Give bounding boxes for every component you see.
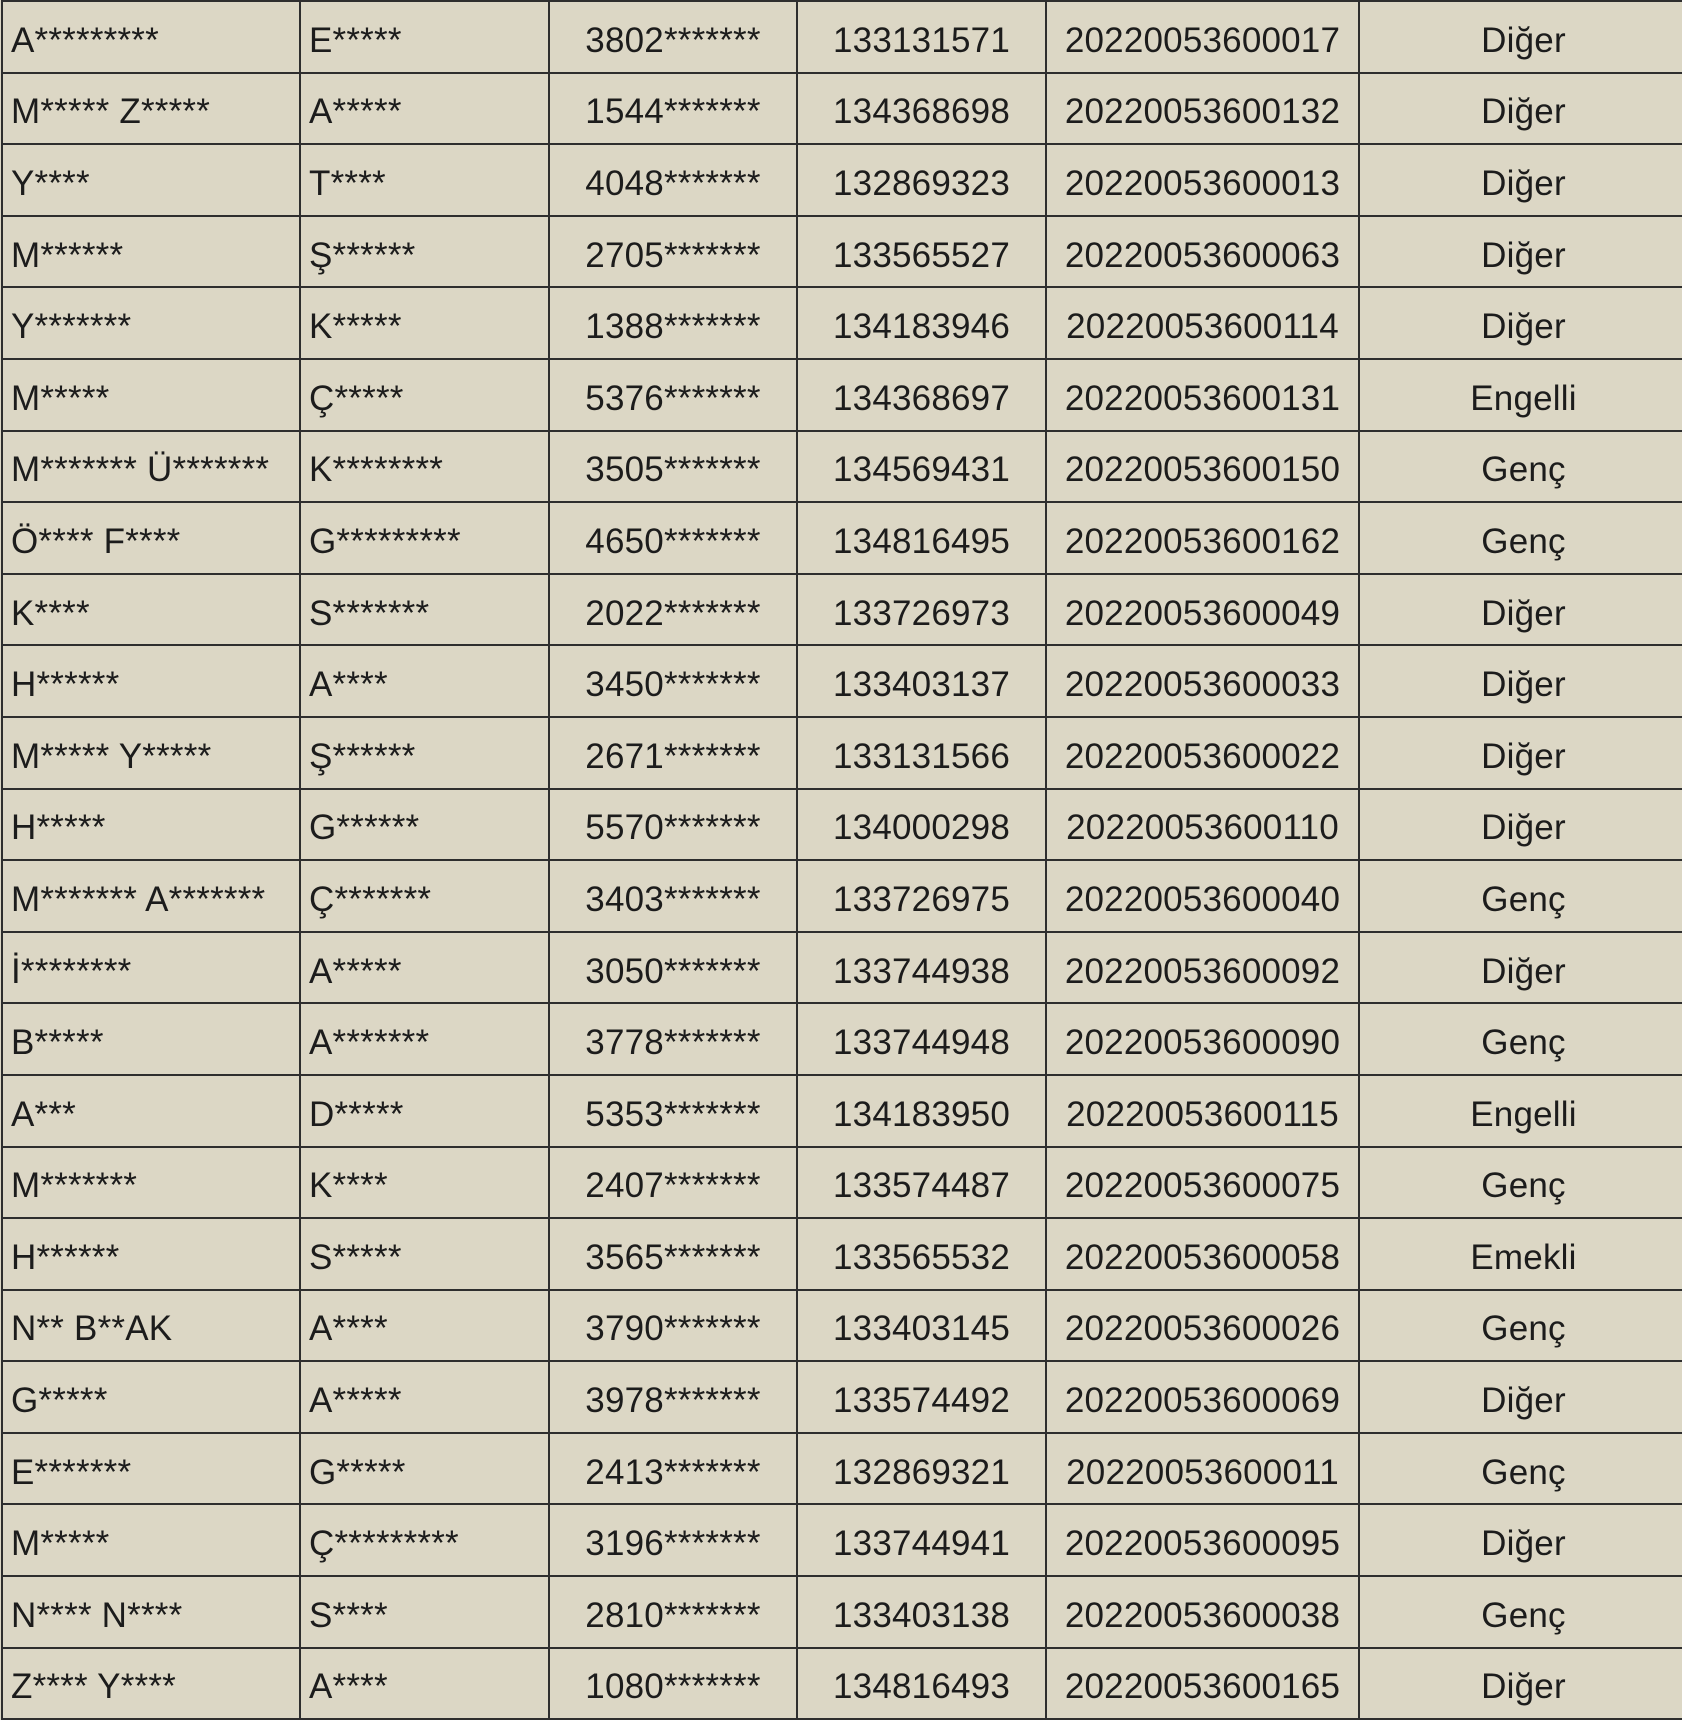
category-cell: Diğer <box>1359 216 1682 288</box>
category-cell: Genç <box>1359 1290 1682 1362</box>
application-number-cell: 20220053600013 <box>1046 144 1359 216</box>
id-number-cell: 3403******* <box>549 860 797 932</box>
id-number-cell: 3505******* <box>549 431 797 503</box>
table-row <box>2 1218 1682 1290</box>
name-cell: H****** <box>2 1218 300 1290</box>
name-cell: H****** <box>2 645 300 717</box>
surname-cell: E***** <box>300 1 549 73</box>
record-number-cell: 134183950 <box>797 1075 1046 1147</box>
id-number-cell: 3802******* <box>549 1 797 73</box>
name-cell: N**** N**** <box>2 1576 300 1648</box>
surname-cell: S***** <box>300 1218 549 1290</box>
table-body <box>2 1 1682 1719</box>
table-row <box>2 359 1682 431</box>
name-cell: N** B**AK <box>2 1290 300 1362</box>
surname-cell: S**** <box>300 1576 549 1648</box>
name-cell: G***** <box>2 1361 300 1433</box>
name-cell: İ******** <box>2 932 300 1004</box>
record-number-cell: 133726973 <box>797 574 1046 646</box>
id-number-cell: 3196******* <box>549 1504 797 1576</box>
record-number-cell: 133131571 <box>797 1 1046 73</box>
application-number-cell: 20220053600165 <box>1046 1648 1359 1720</box>
surname-cell: Ç***** <box>300 359 549 431</box>
category-cell: Genç <box>1359 502 1682 574</box>
table-row <box>2 502 1682 574</box>
application-number-cell: 20220053600114 <box>1046 287 1359 359</box>
application-number-cell: 20220053600090 <box>1046 1003 1359 1075</box>
surname-cell: D***** <box>300 1075 549 1147</box>
name-cell: B***** <box>2 1003 300 1075</box>
table-row <box>2 645 1682 717</box>
id-number-cell: 3790******* <box>549 1290 797 1362</box>
table-row <box>2 932 1682 1004</box>
name-cell: Z**** Y**** <box>2 1648 300 1720</box>
record-number-cell: 133574492 <box>797 1361 1046 1433</box>
record-number-cell: 134368698 <box>797 73 1046 145</box>
surname-cell: K**** <box>300 1147 549 1219</box>
id-number-cell: 2705******* <box>549 216 797 288</box>
id-number-cell: 2671******* <box>549 717 797 789</box>
table-row <box>2 73 1682 145</box>
application-number-cell: 20220053600150 <box>1046 431 1359 503</box>
category-cell: Diğer <box>1359 1648 1682 1720</box>
category-cell: Diğer <box>1359 789 1682 861</box>
record-number-cell: 133744941 <box>797 1504 1046 1576</box>
category-cell: Diğer <box>1359 574 1682 646</box>
record-number-cell: 133744948 <box>797 1003 1046 1075</box>
table-row <box>2 431 1682 503</box>
surname-cell: A***** <box>300 73 549 145</box>
category-cell: Diğer <box>1359 717 1682 789</box>
application-number-cell: 20220053600038 <box>1046 1576 1359 1648</box>
id-number-cell: 4048******* <box>549 144 797 216</box>
name-cell: Y******* <box>2 287 300 359</box>
name-cell: M******* <box>2 1147 300 1219</box>
record-number-cell: 133726975 <box>797 860 1046 932</box>
table-row <box>2 144 1682 216</box>
record-number-cell: 134569431 <box>797 431 1046 503</box>
record-number-cell: 133131566 <box>797 717 1046 789</box>
application-number-cell: 20220053600049 <box>1046 574 1359 646</box>
application-number-cell: 20220053600115 <box>1046 1075 1359 1147</box>
category-cell: Engelli <box>1359 359 1682 431</box>
table-row <box>2 216 1682 288</box>
name-cell: A*** <box>2 1075 300 1147</box>
name-cell: A********* <box>2 1 300 73</box>
name-cell: Ö**** F**** <box>2 502 300 574</box>
table-row <box>2 287 1682 359</box>
id-number-cell: 4650******* <box>549 502 797 574</box>
name-cell: Y**** <box>2 144 300 216</box>
table-row <box>2 1648 1682 1720</box>
application-number-cell: 20220053600033 <box>1046 645 1359 717</box>
application-number-cell: 20220053600026 <box>1046 1290 1359 1362</box>
application-number-cell: 20220053600162 <box>1046 502 1359 574</box>
id-number-cell: 2810******* <box>549 1576 797 1648</box>
id-number-cell: 5570******* <box>549 789 797 861</box>
table-row <box>2 574 1682 646</box>
record-number-cell: 133565527 <box>797 216 1046 288</box>
table-row <box>2 1433 1682 1505</box>
application-number-cell: 20220053600092 <box>1046 932 1359 1004</box>
table-row <box>2 717 1682 789</box>
category-cell: Diğer <box>1359 287 1682 359</box>
name-cell: H***** <box>2 789 300 861</box>
category-cell: Diğer <box>1359 645 1682 717</box>
record-number-cell: 133565532 <box>797 1218 1046 1290</box>
table-row <box>2 1361 1682 1433</box>
application-number-cell: 20220053600131 <box>1046 359 1359 431</box>
id-number-cell: 3978******* <box>549 1361 797 1433</box>
id-number-cell: 2407******* <box>549 1147 797 1219</box>
table-row <box>2 1147 1682 1219</box>
category-cell: Engelli <box>1359 1075 1682 1147</box>
name-cell: M***** Y***** <box>2 717 300 789</box>
surname-cell: Ş****** <box>300 717 549 789</box>
table-row <box>2 789 1682 861</box>
beneficiary-table <box>1 0 1682 1720</box>
record-number-cell: 132869321 <box>797 1433 1046 1505</box>
id-number-cell: 3450******* <box>549 645 797 717</box>
surname-cell: K***** <box>300 287 549 359</box>
record-number-cell: 132869323 <box>797 144 1046 216</box>
category-cell: Genç <box>1359 1576 1682 1648</box>
name-cell: M***** <box>2 1504 300 1576</box>
application-number-cell: 20220053600132 <box>1046 73 1359 145</box>
name-cell: M***** Z***** <box>2 73 300 145</box>
application-number-cell: 20220053600075 <box>1046 1147 1359 1219</box>
application-number-cell: 20220053600011 <box>1046 1433 1359 1505</box>
record-number-cell: 134000298 <box>797 789 1046 861</box>
category-cell: Genç <box>1359 1433 1682 1505</box>
record-number-cell: 133403138 <box>797 1576 1046 1648</box>
record-number-cell: 133574487 <box>797 1147 1046 1219</box>
table-row <box>2 1290 1682 1362</box>
surname-cell: A**** <box>300 1290 549 1362</box>
surname-cell: A***** <box>300 932 549 1004</box>
category-cell: Genç <box>1359 860 1682 932</box>
record-number-cell: 134816493 <box>797 1648 1046 1720</box>
name-cell: M***** <box>2 359 300 431</box>
id-number-cell: 3565******* <box>549 1218 797 1290</box>
table-row <box>2 1 1682 73</box>
category-cell: Diğer <box>1359 932 1682 1004</box>
category-cell: Genç <box>1359 1003 1682 1075</box>
table-row <box>2 1075 1682 1147</box>
id-number-cell: 1388******* <box>549 287 797 359</box>
category-cell: Genç <box>1359 431 1682 503</box>
table-row <box>2 1576 1682 1648</box>
application-number-cell: 20220053600040 <box>1046 860 1359 932</box>
surname-cell: A***** <box>300 1361 549 1433</box>
category-cell: Diğer <box>1359 1361 1682 1433</box>
surname-cell: G********* <box>300 502 549 574</box>
application-number-cell: 20220053600069 <box>1046 1361 1359 1433</box>
application-number-cell: 20220053600110 <box>1046 789 1359 861</box>
surname-cell: A**** <box>300 1648 549 1720</box>
surname-cell: Ş****** <box>300 216 549 288</box>
surname-cell: K******** <box>300 431 549 503</box>
category-cell: Emekli <box>1359 1218 1682 1290</box>
surname-cell: Ç********* <box>300 1504 549 1576</box>
surname-cell: A******* <box>300 1003 549 1075</box>
name-cell: M******* A******* <box>2 860 300 932</box>
name-cell: M******* Ü******* <box>2 431 300 503</box>
surname-cell: G***** <box>300 1433 549 1505</box>
name-cell: K**** <box>2 574 300 646</box>
record-number-cell: 134816495 <box>797 502 1046 574</box>
application-number-cell: 20220053600058 <box>1046 1218 1359 1290</box>
record-number-cell: 133403137 <box>797 645 1046 717</box>
category-cell: Genç <box>1359 1147 1682 1219</box>
id-number-cell: 1544******* <box>549 73 797 145</box>
table-row <box>2 1504 1682 1576</box>
name-cell: E******* <box>2 1433 300 1505</box>
application-number-cell: 20220053600063 <box>1046 216 1359 288</box>
surname-cell: Ç******* <box>300 860 549 932</box>
table-row <box>2 860 1682 932</box>
application-number-cell: 20220053600095 <box>1046 1504 1359 1576</box>
record-number-cell: 133403145 <box>797 1290 1046 1362</box>
surname-cell: T**** <box>300 144 549 216</box>
id-number-cell: 5353******* <box>549 1075 797 1147</box>
id-number-cell: 5376******* <box>549 359 797 431</box>
id-number-cell: 3778******* <box>549 1003 797 1075</box>
id-number-cell: 2413******* <box>549 1433 797 1505</box>
surname-cell: A**** <box>300 645 549 717</box>
category-cell: Diğer <box>1359 1504 1682 1576</box>
surname-cell: G****** <box>300 789 549 861</box>
category-cell: Diğer <box>1359 1 1682 73</box>
category-cell: Diğer <box>1359 144 1682 216</box>
record-number-cell: 134183946 <box>797 287 1046 359</box>
table-row <box>2 1003 1682 1075</box>
record-number-cell: 133744938 <box>797 932 1046 1004</box>
surname-cell: S******* <box>300 574 549 646</box>
id-number-cell: 3050******* <box>549 932 797 1004</box>
record-number-cell: 134368697 <box>797 359 1046 431</box>
application-number-cell: 20220053600022 <box>1046 717 1359 789</box>
id-number-cell: 2022******* <box>549 574 797 646</box>
id-number-cell: 1080******* <box>549 1648 797 1720</box>
category-cell: Diğer <box>1359 73 1682 145</box>
name-cell: M****** <box>2 216 300 288</box>
application-number-cell: 20220053600017 <box>1046 1 1359 73</box>
